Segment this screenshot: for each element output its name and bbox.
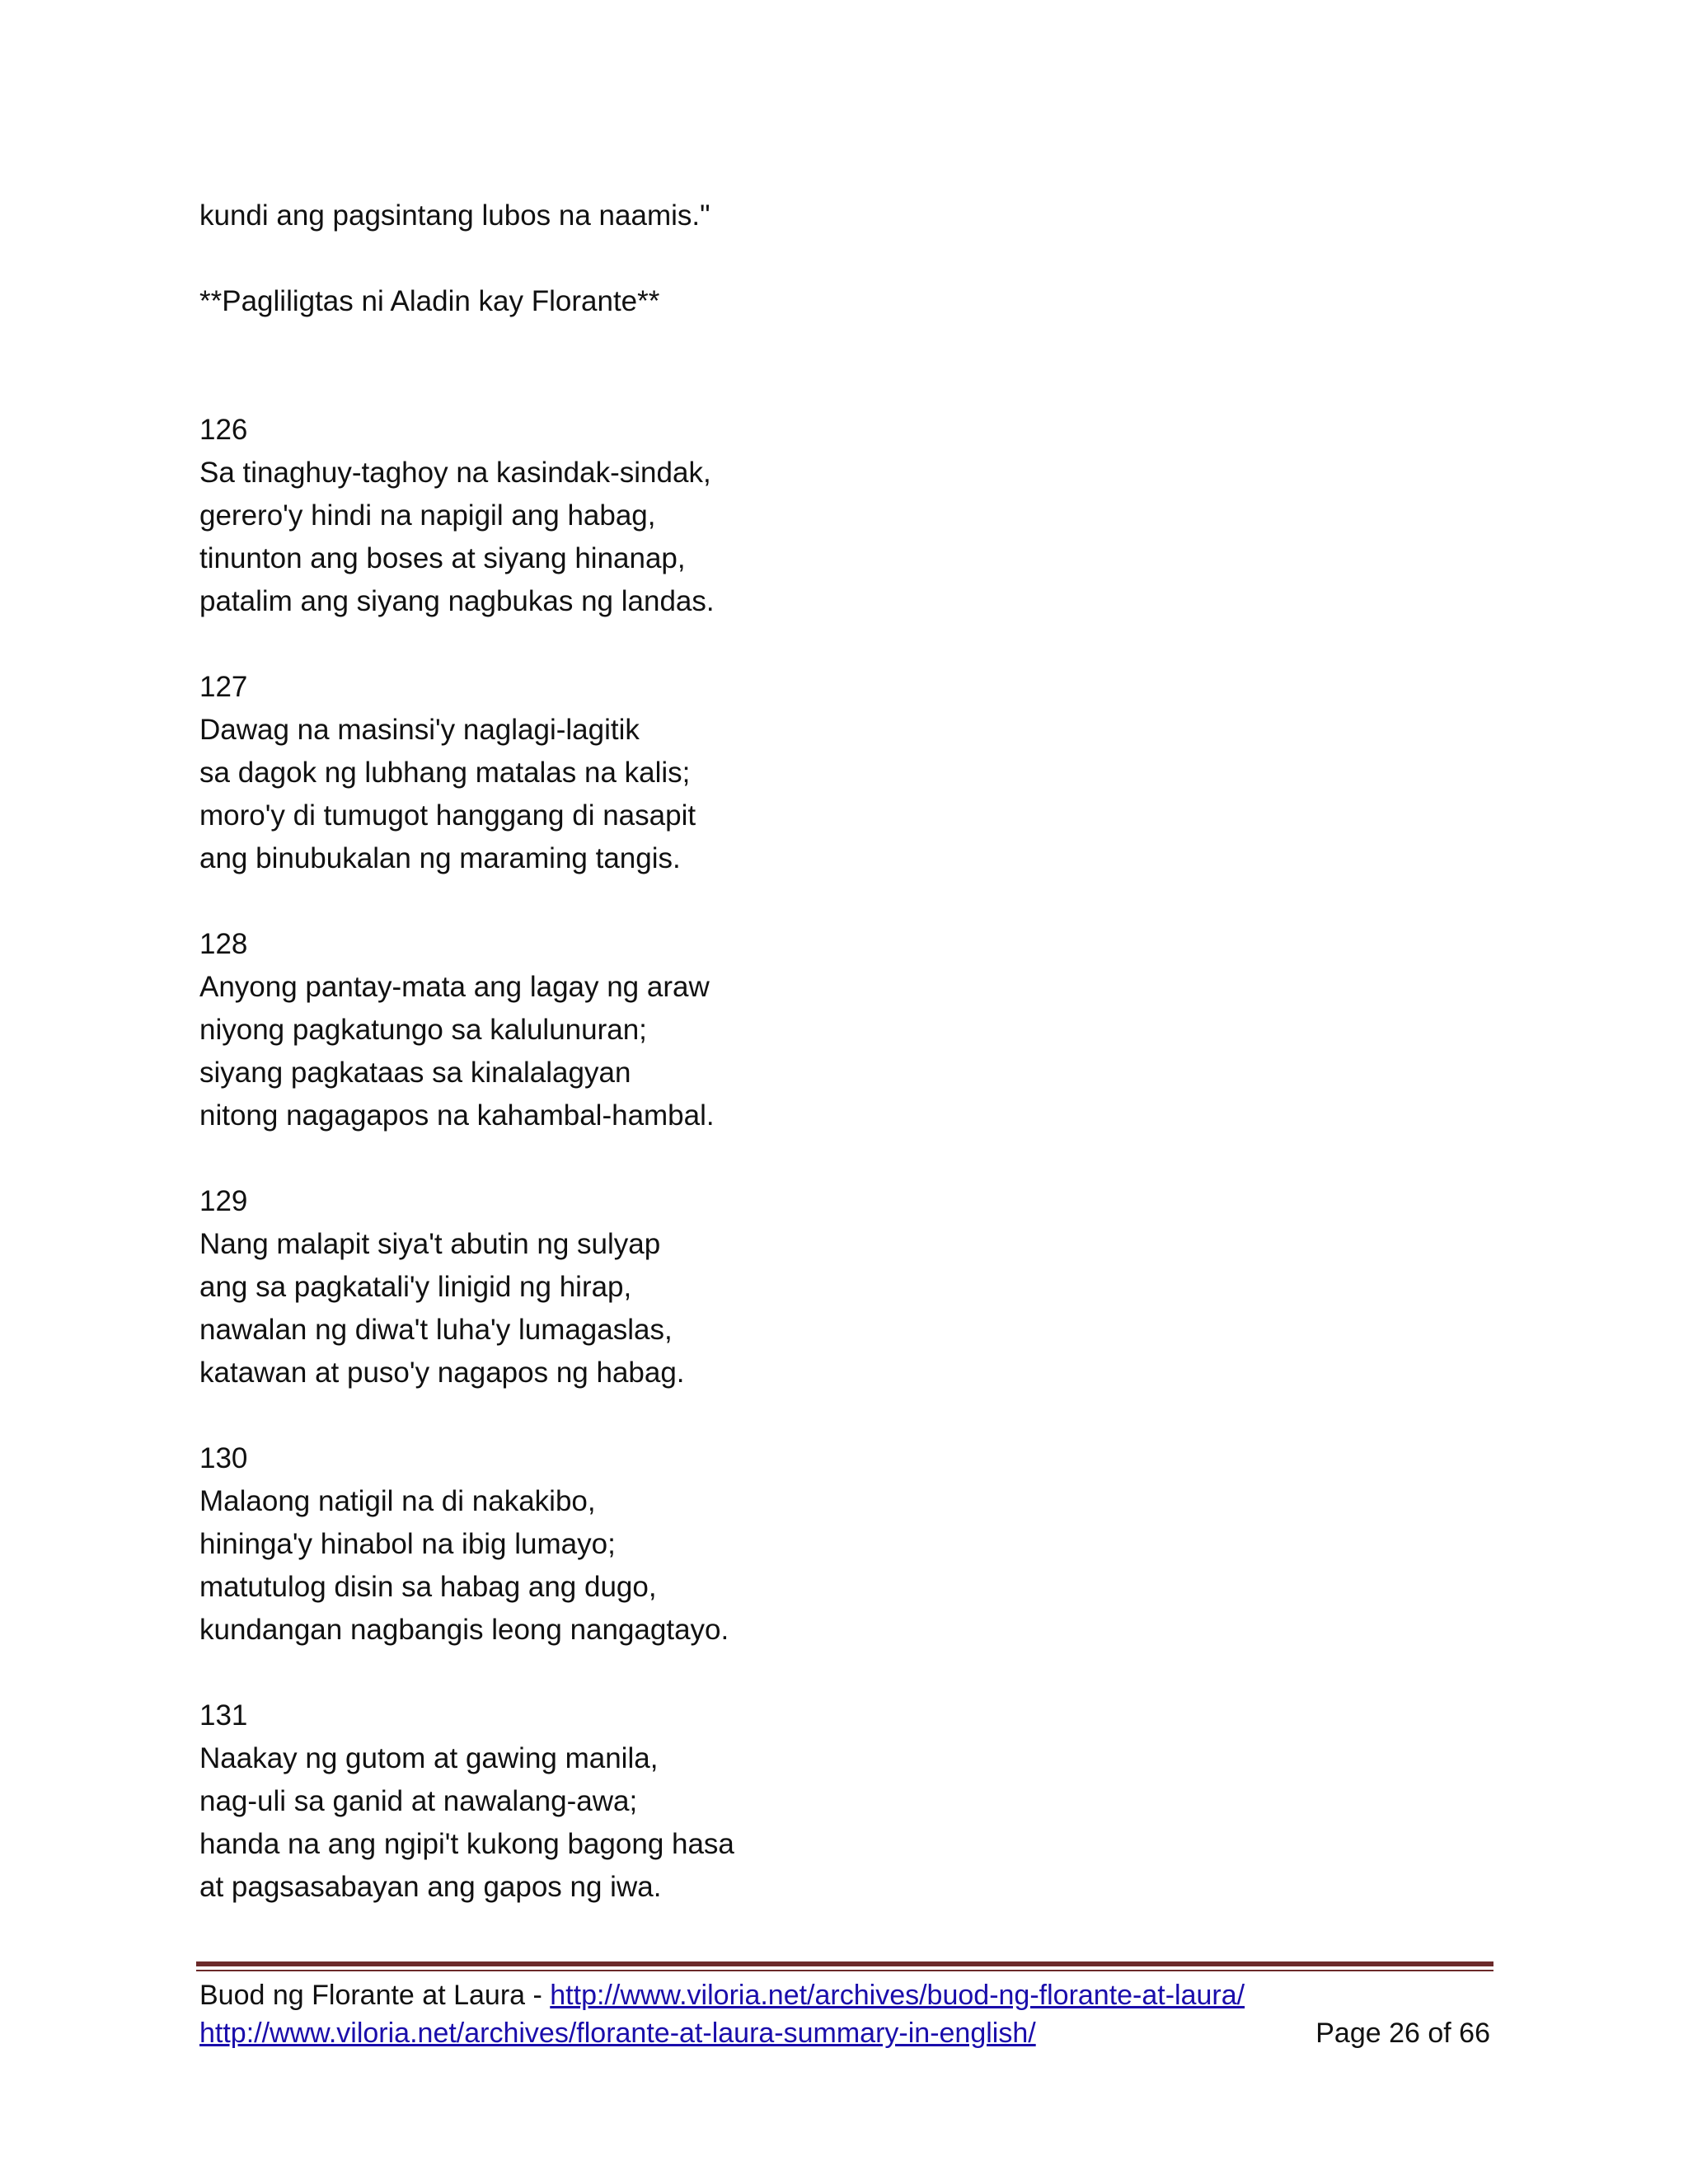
stanza-number: 128 <box>199 928 248 960</box>
stanza-line: sa dagok ng lubhang matalas na kalis; <box>199 757 691 789</box>
stanza-line: matutulog disin sa habag ang dugo, <box>199 1571 657 1603</box>
stanza <box>199 1437 1477 1652</box>
footer-row-2 <box>199 2014 1493 2052</box>
stanza-line: nawalan ng diwa't luha'y lumagaslas, <box>199 1314 673 1346</box>
stanza <box>199 1180 1477 1394</box>
stanza-line: tinunton ang boses at siyang hinanap, <box>199 542 686 574</box>
stanza <box>199 409 1477 623</box>
stanza <box>199 923 1477 1137</box>
stanza-number: 127 <box>199 671 248 703</box>
stanza-line: Malaong natigil na di nakakibo, <box>199 1485 596 1517</box>
footer-title-prefix: Buod ng Florante at Laura - <box>199 1980 551 2011</box>
footer-link-summary-english[interactable]: http://www.viloria.net/archives/florante-at-laura-summary-in-english/ <box>199 2018 1036 2049</box>
stanza-line: gerero'y hindi na napigil ang habag, <box>199 499 656 532</box>
stanza-line: Sa tinaghuy-taghoy na kasindak-sindak, <box>199 457 711 489</box>
stanza-number: 131 <box>199 1699 248 1732</box>
stanza-line: ang binubukalan ng maraming tangis. <box>199 842 681 874</box>
footer-row-1 <box>199 1976 1493 2014</box>
stanza-line: Naakay ng gutom at gawing manila, <box>199 1742 659 1774</box>
stanza-line: kundangan nagbangis leong nangagtayo. <box>199 1614 729 1646</box>
stanza-line: handa na ang ngipi't kukong bagong hasa <box>199 1828 734 1860</box>
spacer <box>199 623 1477 666</box>
stanza-line: hininga'y hinabol na ibig lumayo; <box>199 1528 616 1560</box>
stanza-line: moro'y di tumugot hanggang di nasapit <box>199 799 696 832</box>
document-body <box>199 194 1477 1909</box>
stanza <box>199 666 1477 880</box>
spacer <box>199 1137 1477 1180</box>
stanza-line: at pagsasabayan ang gapos ng iwa. <box>199 1871 662 1903</box>
stanza-line: nitong nagagapos na kahambal-hambal. <box>199 1099 715 1132</box>
spacer <box>199 1394 1477 1437</box>
intro-line: kundi ang pagsintang lubos na naamis." <box>199 199 710 232</box>
stanza-line: Nang malapit siya't abutin ng sulyap <box>199 1228 661 1260</box>
stanza-number: 129 <box>199 1185 248 1217</box>
footer-divider-thin <box>196 1970 1493 1971</box>
footer-link-buod[interactable]: http://www.viloria.net/archives/buod-ng-florante-at-laura/ <box>550 1980 1245 2011</box>
page-number: Page 26 of 66 <box>1315 2018 1490 2049</box>
footer-title <box>199 1976 1245 2014</box>
stanza-number: 130 <box>199 1442 248 1474</box>
spacer <box>199 880 1477 923</box>
stanza <box>199 1694 1477 1909</box>
stanza-line: nag-uli sa ganid at nawalang-awa; <box>199 1785 638 1817</box>
spacer <box>199 237 1477 280</box>
page-footer <box>199 1976 1493 2052</box>
stanza-line: siyang pagkataas sa kinalalagyan <box>199 1057 631 1089</box>
stanza-line: ang sa pagkatali'y linigid ng hirap, <box>199 1271 632 1303</box>
stanza-line: Anyong pantay-mata ang lagay ng araw <box>199 971 710 1003</box>
section-heading: **Pagliligtas ni Aladin kay Florante** <box>199 285 660 317</box>
stanza-number: 126 <box>199 414 248 446</box>
spacer <box>199 1652 1477 1694</box>
stanza-line: niyong pagkatungo sa kalulunuran; <box>199 1014 647 1046</box>
spacer <box>199 323 1477 409</box>
footer-divider-thick <box>196 1961 1493 1966</box>
stanza-line: patalim ang siyang nagbukas ng landas. <box>199 585 715 617</box>
stanza-line: Dawag na masinsi'y naglagi-lagitik <box>199 714 640 746</box>
stanza-line: katawan at puso'y nagapos ng habag. <box>199 1357 685 1389</box>
